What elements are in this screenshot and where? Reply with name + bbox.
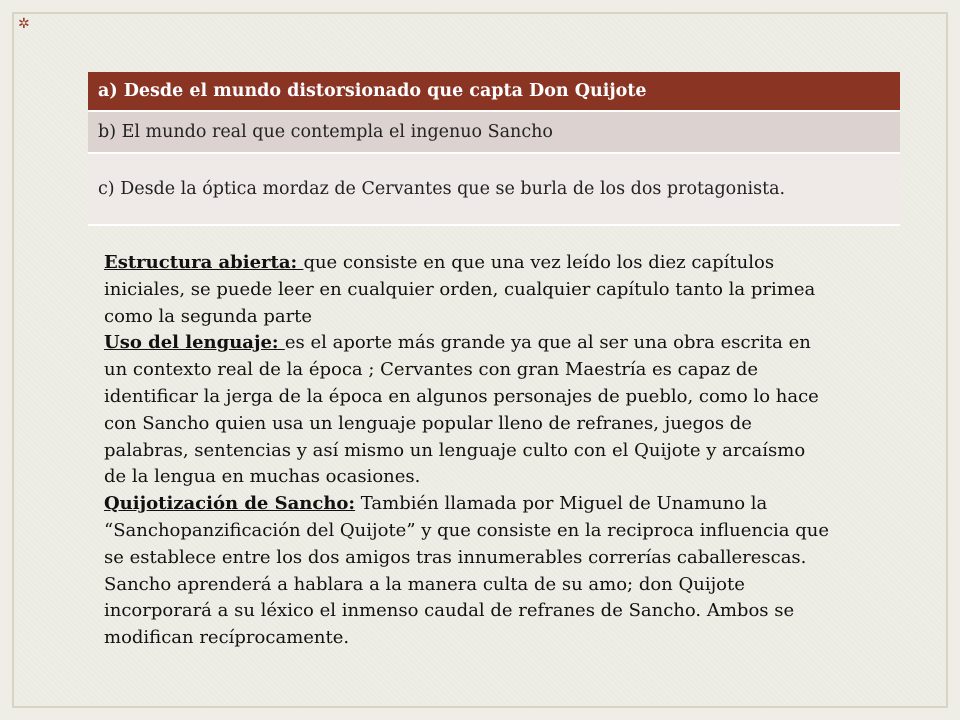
section-heading: Estructura abierta: bbox=[104, 252, 304, 273]
option-a-text: a) Desde el mundo distorsionado que capta Don Quijote bbox=[88, 72, 900, 111]
option-row-c bbox=[88, 153, 900, 225]
section-text: que consiste en que una vez leído los diez capítulos iniciales, se puede leer en cualquier orden, cualquier capítulo tanto la primea como la segunda parte bbox=[104, 252, 816, 327]
option-row-b bbox=[88, 111, 900, 153]
star-icon: ✲ bbox=[18, 16, 30, 32]
section-structure bbox=[104, 250, 832, 330]
option-c-text: c) Desde la óptica mordaz de Cervantes que se burla de los dos protagonista. bbox=[88, 153, 900, 225]
section-text: También llamada por Miguel de Unamuno la “Sanchopanzificación del Quijote” y que consiste en la reciproca influencia que se establece entre los dos amigos tras innumerables correrías caballerescas. Sancho aprenderá a hablara a la manera culta de su amo; don Quijote incorporará a su léxico el inmenso caudal de refranes de Sancho. Ambos se modifican recíprocamente. bbox=[104, 493, 830, 649]
section-text: es el aporte más grande ya que al ser una obra escrita en un contexto real de la época ; Cervantes con gran Maestría es capaz de identificar la jerga de la época en algunos personajes de pueblo, como lo hace con Sancho quien usa un lenguaje popular lleno de refranes, juegos de palabras, sentencias y así mismo un lenguaje culto con el Quijote y arcaísmo de la lengua en muchas ocasiones. bbox=[104, 332, 819, 488]
option-b-text: b) El mundo real que contempla el ingenuo Sancho bbox=[88, 111, 900, 153]
section-heading: Uso del lenguaje: bbox=[104, 332, 285, 354]
section-language bbox=[104, 330, 832, 491]
section-quijotizacion bbox=[104, 491, 832, 652]
option-row-a bbox=[88, 72, 900, 111]
body-text bbox=[104, 250, 832, 652]
section-heading: Quijotización de Sancho: bbox=[104, 493, 356, 515]
options-table bbox=[88, 72, 900, 226]
